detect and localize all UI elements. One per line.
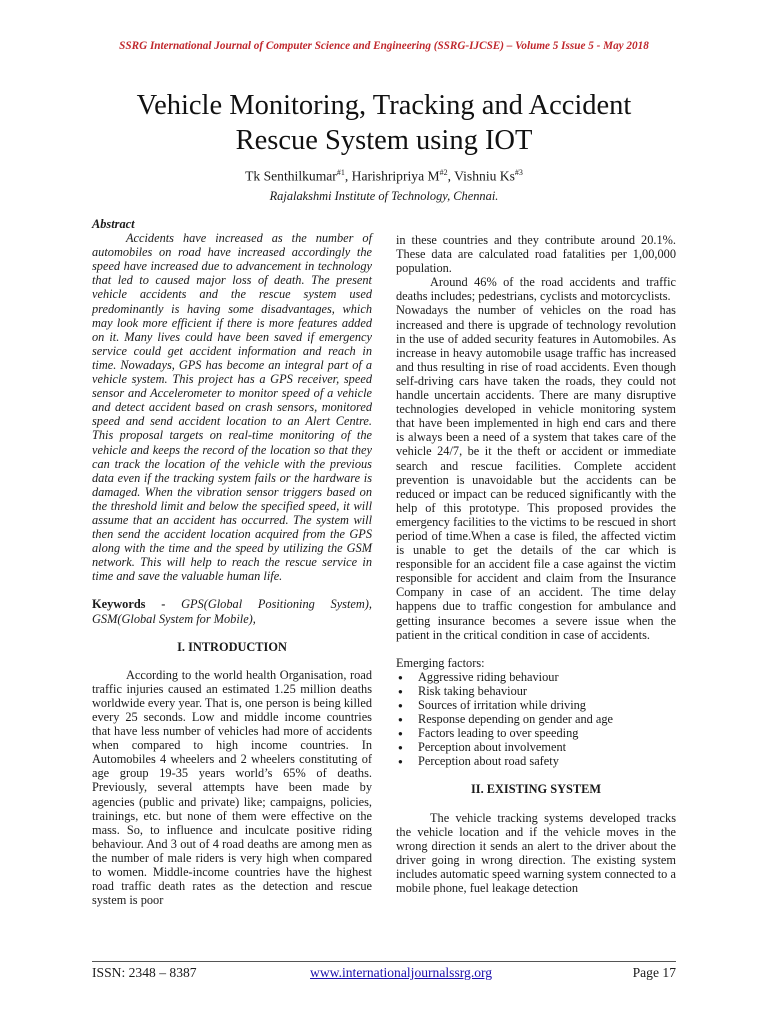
keywords-label: Keywords - [92,597,166,612]
page-number: Page 17 [632,965,676,980]
affiliation: Rajalakshmi Institute of Technology, Chennai. [269,189,499,203]
section-heading-existing-system: II. EXISTING SYSTEM [471,782,601,797]
paragraph: Nowadays the number of vehicles on the road has increased and there is upgrade of technology revolution in the use of added security features in Automobiles. As increase in heavy automobile usage traffic has increased and thus resulting in rise of road accidents. Even though self-driving cars have taken the roads, they could not handle uncertain accidents. There are many disruptive technologies developed in vehicle monitoring system that have been implemented in high end cars and there is always been a need of a system that takes care of the vehicle 24/7, be it the theft or accident or immediate search and rescue facilities. Complete accident prevention is unavoidable but the accidents can be reduced or impact can be reduced significantly with the help of this prototype. This proposed provides the emergency facilities to the victims to be rescued in short period of time.When a case is filed, the affected victim is unable to get the details of the car which is responsible for an accident file a case against the victim responsible for accident and claim from the Insurance Company in case of an accident. The time delay happens due to traffic congestion for ambulance and getting insurance becomes a severe issue when the patient in the critical condition in case of accidents. [396,303,676,642]
list-item: ● Sources of irritation while driving [396,698,676,712]
paper-title [40,88,728,158]
section-heading-introduction: I. INTRODUCTION [177,639,287,654]
author-mark: #1 [336,168,345,177]
journal-link[interactable]: www.internationaljournalssrg.org [310,965,493,980]
paragraph: in these countries and they contribute around 20.1%. These data are calculated road fatalities per 1,00,000 population. [396,233,676,276]
author-mark: #2 [439,168,448,177]
list-item: ● Risk taking behaviour [396,684,676,698]
author-list: Tk Senthilkumar$^{\#1}$, Harishripriya $M^{\#2}$, Vishniu Ks$^{\#3}$ [245,168,523,184]
existing-system-body: The vehicle tracking systems developed tracks the vehicle location and if the vehicle moves in the wrong direction it sends an alert to the driver about the driver going in wrong direction. The existing system includes automatic speed warning system connected to a mobile phone, fuel leakage detection [396,810,676,896]
keywords [92,597,372,625]
list-item: ● Perception about involvement [396,740,676,754]
author-name: Harishripriya M [351,168,440,184]
title-line-1: Vehicle Monitoring, Tracking and Accident [136,90,632,121]
paragraph: Around 46% of the road accidents and traffic deaths includes; pedestrians, cyclists and motorcyclists. [396,275,676,304]
list-item: ● Perception about road safety [396,754,676,768]
keywords-text: GPS(Global Positioning System), GSM(Global System for Mobile), [92,597,372,626]
abstract-heading: Abstract [92,217,135,231]
right-column [396,233,676,895]
list-item: ● Response depending on gender and age [396,712,676,726]
introduction-body: According to the world health Organisation, road traffic injuries caused an estimated 1.25 million deaths worldwide every year. That is, one person is being killed every 25 seconds. Low and middle income countries that have less number of vehicles had more of accidents when compared to high income countries. In Automobiles 4 wheelers and 2 wheelers constituting of age group 19-35 years world’s 65% of deaths. Previously, several attempts have been made by agencies (public and private) like; campaigns, policies, trainings, etc. but none of them were effective on the mass. So, to influence and inculcate positive riding behaviour. And 3 out of 4 road deaths are among men as the number of male riders is very high when compared to women. Middle-income countries have the highest road traffic death rates as the detection and rescue system is poor [92,667,372,908]
footer-divider [92,961,676,962]
factors-heading: Emerging factors: [396,655,485,670]
journal-header: SSRG International Journal of Computer Science and Engineering (SSRG-IJCSE) – Volume 5 Issue 5 - May 2018 [119,40,649,52]
list-item: ● Factors leading to over speeding [396,726,676,740]
abstract-body: Accidents have increased as the number of automobiles on road have increased accordingly the speed have increased due to advancement in technology that led to caused major loss of death. The present vehicle accidents and the rescue system used predominantly is having some disadvantages, which may look more efficient if there is more features added on it. Many lives could have been saved if emergency service could get accident information and reach in time. Nowadays, GPS has become an integral part of a vehicle system. This project has a GPS receiver, speed sensor and Accelerometer to monitor speed of a vehicle and detect accident based on crash sensors, monitored speed and send accident location to an Alert Centre. This proposal targets on real-time monitoring of the vehicle and keeps the record of the location so that they can track the location of the vehicle with the previous data even if the tracking system fails or the hardware is damaged. When the vibration sensor triggers based on the threshold limit and below the specified speed, it will assume that an accident has occurred. The system will then send the accident location acquired from the GPS along with the time and the speed by utilizing the GSM network. This will help to reach the rescue service in time and save the valuable human life. [92,231,372,584]
left-column [92,217,372,907]
factors-list [396,670,676,769]
list-item: ● Aggressive riding behaviour [396,670,676,684]
author-name: Vishniu Ks [454,168,515,184]
issn: ISSN: 2348 – 8387 [92,965,197,980]
title-line-2: Rescue System using IOT [235,125,533,156]
author-mark: #3 [514,168,523,177]
author-name: Tk Senthilkumar [245,168,337,184]
